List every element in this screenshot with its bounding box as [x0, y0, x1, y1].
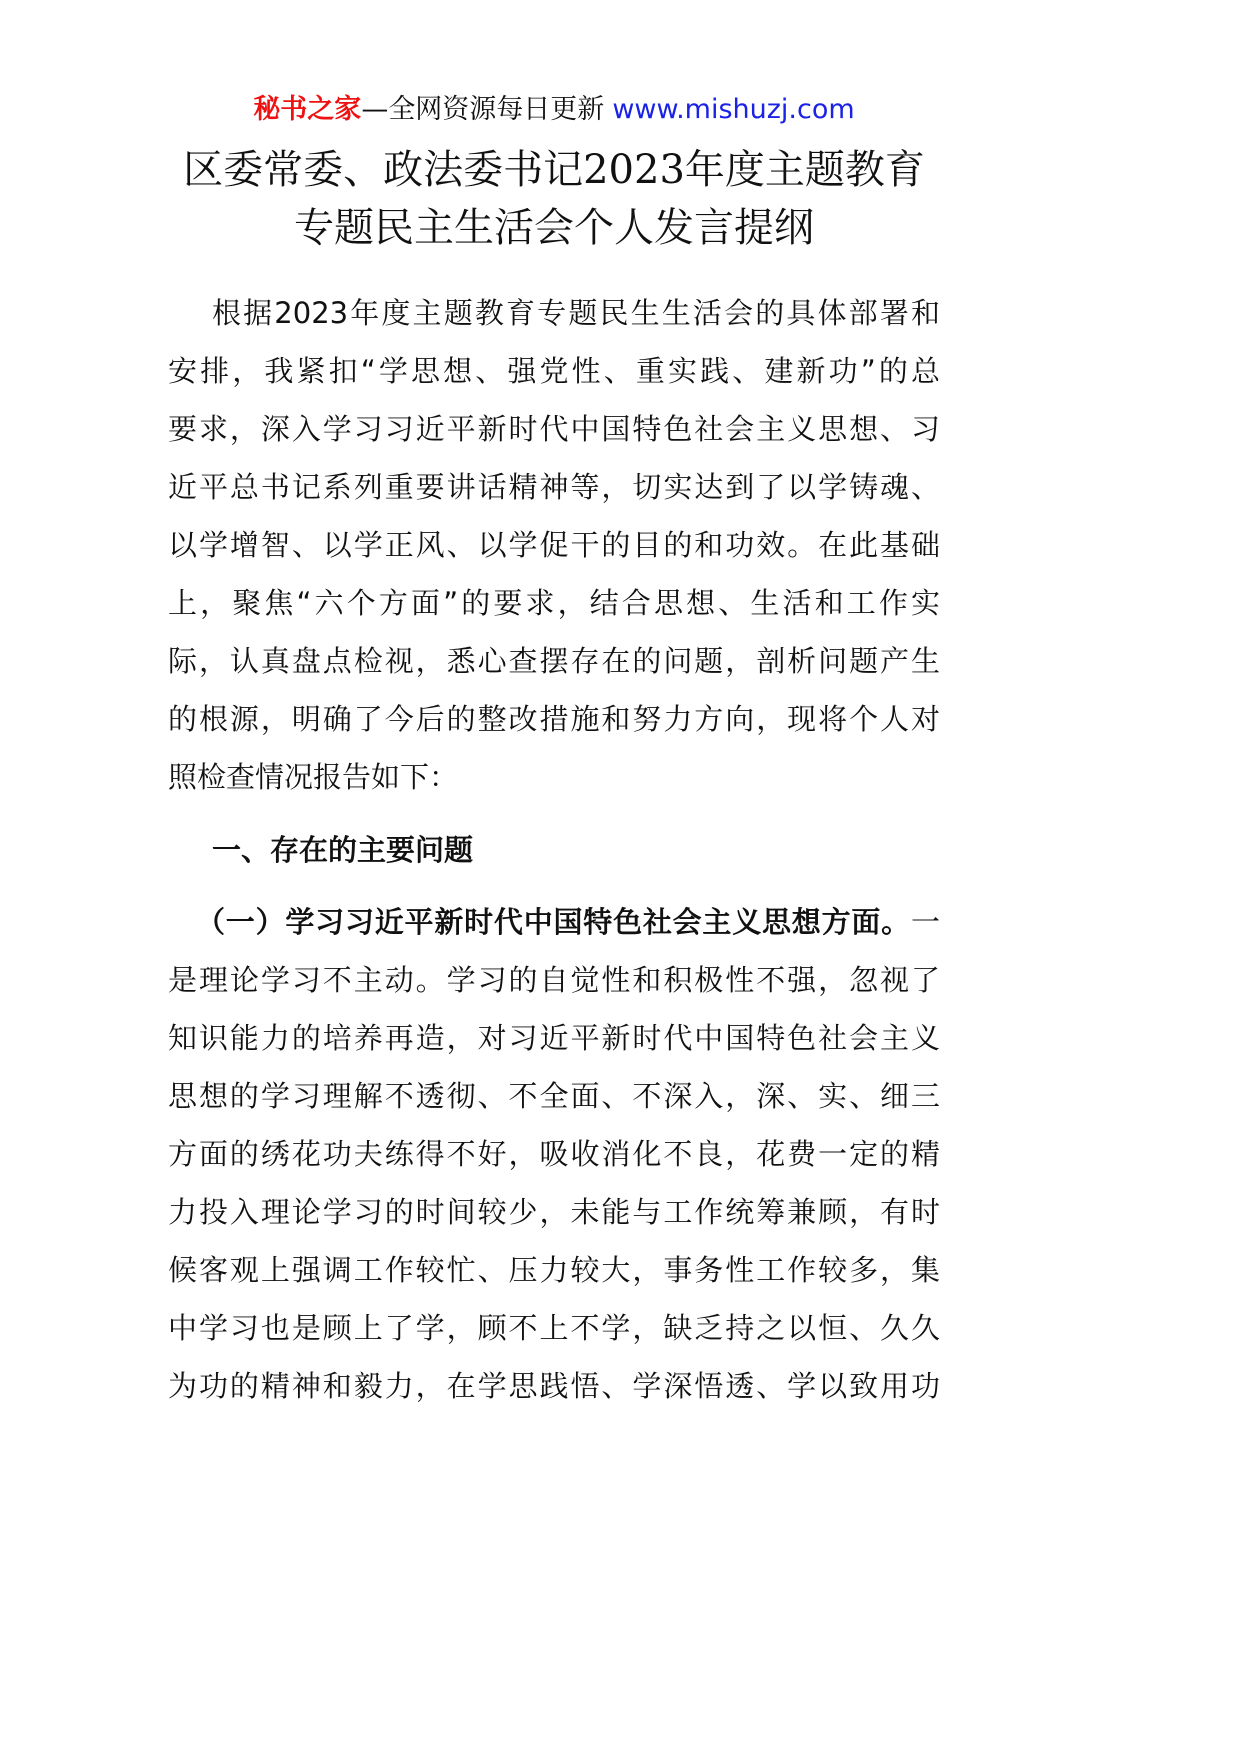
- paragraph-line: 力投入理论学习的时间较少，未能与工作统筹兼顾，有时: [168, 1195, 940, 1229]
- subsection-heading: （一）学习习近平新时代中国特色社会主义思想方面。: [196, 905, 911, 939]
- subsection-lead-text: 一: [910, 905, 940, 939]
- section-heading-text: 一、存在的主要问题: [212, 833, 474, 867]
- paragraph-line: 近平总书记系列重要讲话精神等，切实达到了以学铸魂、: [168, 470, 940, 504]
- document-title: [168, 141, 940, 257]
- paragraph-line: [168, 893, 940, 951]
- paragraph-line: 知识能力的培养再造，对习近平新时代中国特色社会主义: [168, 1021, 940, 1055]
- paragraph-line: 中学习也是顾上了学，顾不上不学，缺乏持之以恒、久久: [168, 1311, 940, 1345]
- subsection-paragraph: [168, 893, 940, 1415]
- intro-paragraph: [168, 284, 940, 806]
- paragraph-line: 要求，深入学习习近平新时代中国特色社会主义思想、习: [168, 412, 940, 446]
- paragraph-line: 际，认真盘点检视，悉心查摆存在的问题，剖析问题产生: [168, 644, 940, 678]
- document-title-line-2: 专题民主生活会个人发言提纲: [294, 205, 814, 251]
- paragraph-line: 安排，我紧扣“学思想、强党性、重实践、建新功”的总: [168, 354, 940, 388]
- page-header: [168, 90, 940, 130]
- header-tagline: —全网资源每日更新: [361, 94, 605, 125]
- paragraph-line: 上，聚焦“六个方面”的要求，结合思想、生活和工作实: [168, 586, 940, 620]
- document-title-line-1: 区委常委、政法委书记2023年度主题教育: [183, 147, 925, 193]
- header-brand: 秘书之家: [253, 94, 362, 125]
- paragraph-line: 候客观上强调工作较忙、压力较大，事务性工作较多，集: [168, 1253, 940, 1287]
- paragraph-line: 的根源，明确了今后的整改措施和努力方向，现将个人对: [168, 702, 940, 736]
- paragraph-line: 方面的绣花功夫练得不好，吸收消化不良，花费一定的精: [168, 1137, 940, 1171]
- paragraph-line: 根据2023年度主题教育专题民生生活会的具体部署和: [212, 296, 940, 330]
- paragraph-line: 以学增智、以学正风、以学促干的目的和功效。在此基础: [168, 528, 940, 562]
- section-heading: [168, 821, 940, 879]
- paragraph-line: 为功的精神和毅力，在学思践悟、学深悟透、学以致用功: [168, 1369, 940, 1403]
- paragraph-line: 照检查情况报告如下：: [168, 760, 459, 794]
- header-url: www.mishuzj.com: [612, 94, 855, 125]
- paragraph-line: 是理论学习不主动。学习的自觉性和积极性不强，忽视了: [168, 963, 940, 997]
- paragraph-line: 思想的学习理解不透彻、不全面、不深入，深、实、细三: [168, 1079, 940, 1113]
